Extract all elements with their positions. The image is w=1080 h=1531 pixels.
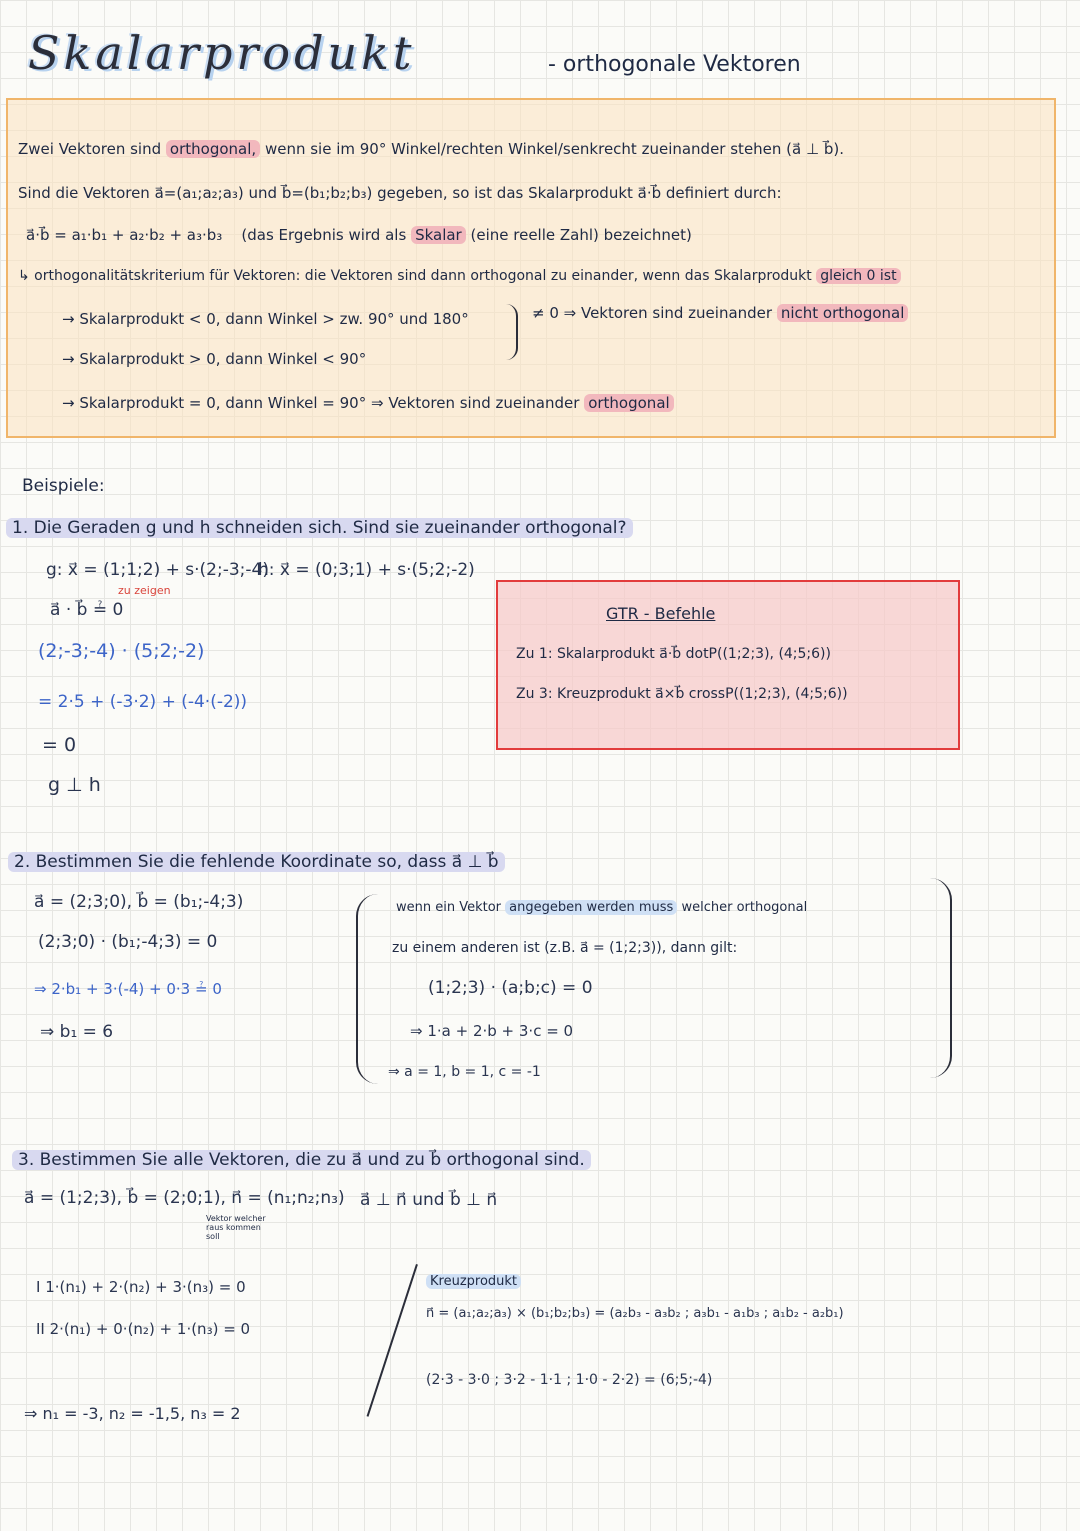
case-result-text: ≠ 0 ⇒ Vektoren sind zueinander [532, 304, 773, 322]
case-positive: → Skalarprodukt > 0, dann Winkel < 90° [62, 350, 367, 368]
example-2-step-2: ⇒ 2·b₁ + 3·(-4) + 0·3 ≟ 0 [34, 980, 222, 998]
orthogonal-highlight: orthogonal, [166, 140, 260, 158]
example-1-step-4: = 0 [42, 734, 77, 756]
cross-product-label: Kreuzprodukt [426, 1274, 521, 1289]
zu-zeigen-note: zu zeigen [118, 584, 171, 597]
definition-line-3 [26, 226, 692, 244]
example-1-step-3: = 2·5 + (-3·2) + (-4·(-2)) [38, 692, 248, 712]
gtr-dotp-command: Zu 1: Skalarprodukt a⃗·b⃗ dotP((1;2;3), (4;5;6)) [516, 646, 831, 662]
skalar-highlight: Skalar [411, 226, 466, 244]
side-note-highlight: angegeben werden muss [505, 900, 677, 915]
example-2-step-3: ⇒ b₁ = 6 [40, 1022, 114, 1042]
cross-product-formula: n⃗ = (a₁;a₂;a₃) × (b₁;b₂;b₃) = (a₂b₃ - a₃b₂ ; a₃b₁ - a₁b₃ ; a₁b₂ - a₂b₁) [426, 1306, 844, 1321]
examples-heading: Beispiele: [22, 476, 105, 496]
gtr-title: GTR - Befehle [606, 604, 716, 623]
example-2-vectors: a⃗ = (2;3;0), b⃗ = (b₁;-4;3) [34, 892, 244, 912]
side-note-line-1 [396, 900, 807, 915]
definition-text: Zwei Vektoren sind [18, 140, 162, 158]
orthogonal-result-highlight: orthogonal [584, 394, 673, 412]
line-g-equation: g: x⃗ = (1;1;2) + s·(2;-3;-4) [46, 560, 269, 580]
side-note-text-tail: welcher orthogonal [681, 900, 808, 915]
cases-brace [506, 304, 518, 360]
definition-line-2: Sind die Vektoren a⃗=(a₁;a₂;a₃) und b⃗=(b₁;b₂;b₃) gegeben, so ist das Skalarprodukt a⃗·b⃗ definiert durch: [18, 184, 782, 202]
case-zero [62, 394, 674, 412]
example-3-equation-1: I 1·(n₁) + 2·(n₂) + 3·(n₃) = 0 [36, 1278, 246, 1296]
example-3-equation-2: II 2·(n₁) + 0·(n₂) + 1·(n₃) = 0 [36, 1320, 251, 1338]
example-3-vectors: a⃗ = (1;2;3), b⃗ = (2;0;1), n⃗ = (n₁;n₂;n₃) [24, 1188, 345, 1208]
gtr-crossp-command: Zu 3: Kreuzprodukt a⃗×b⃗ crossP((1;2;3), (4;5;6)) [516, 686, 848, 702]
definition-line-1 [18, 140, 844, 158]
example-1-step-2: (2;-3;-4) · (5;2;-2) [38, 640, 205, 662]
n-vector-note: Vektor welcher raus kommen soll [206, 1214, 266, 1241]
example-1-question: 1. Die Geraden g und h schneiden sich. Sind sie zueinander orthogonal? [6, 518, 633, 538]
cross-product-calculation: (2·3 - 3·0 ; 3·2 - 1·1 ; 1·0 - 2·2) = (6;5;-4) [426, 1372, 713, 1388]
side-note-text: wenn ein Vektor [396, 900, 502, 915]
page-subtitle: - orthogonale Vektoren [548, 52, 801, 77]
criterion-text: ↳ orthogonalitätskriterium für Vektoren: die Vektoren sind dann orthogonal zu einander, wenn das Skalarprodukt [18, 268, 812, 284]
gtr-commands-box [496, 580, 960, 750]
side-note-line-2: zu einem anderen ist (z.B. a⃗ = (1;2;3)), dann gilt: [392, 940, 738, 956]
not-orthogonal-highlight: nicht orthogonal [777, 304, 909, 322]
example-3-question: 3. Bestimmen Sie alle Vektoren, die zu a⃗ und zu b⃗ orthogonal sind. [12, 1150, 591, 1170]
side-note-line-3: (1;2;3) · (a;b;c) = 0 [428, 978, 593, 998]
side-note-line-5: ⇒ a = 1, b = 1, c = -1 [388, 1064, 541, 1080]
zero-highlight: gleich 0 ist [816, 268, 900, 284]
example-1-step-5: g ⊥ h [48, 774, 101, 796]
example-3-condition: a⃗ ⊥ n⃗ und b⃗ ⊥ n⃗ [360, 1190, 498, 1210]
example-2-question: 2. Bestimmen Sie die fehlende Koordinate so, dass a⃗ ⊥ b⃗ [8, 852, 505, 872]
case-result [532, 304, 908, 322]
page-title: Skalarprodukt [28, 26, 416, 80]
definition-line-4 [18, 268, 901, 284]
example-2-step-1: (2;3;0) · (b₁;-4;3) = 0 [38, 932, 218, 952]
result-note-tail: (eine reelle Zahl) bezeichnet) [470, 226, 692, 244]
line-h-equation: h: x⃗ = (0;3;1) + s·(5;2;-2) [258, 560, 475, 580]
side-note-paren-left [356, 894, 378, 1084]
case-zero-text: → Skalarprodukt = 0, dann Winkel = 90° ⇒ Vektoren sind zueinander [62, 394, 580, 412]
side-note-line-4: ⇒ 1·a + 2·b + 3·c = 0 [410, 1022, 574, 1040]
definition-text-tail: wenn sie im 90° Winkel/rechten Winkel/senkrecht zueinander stehen (a⃗ ⊥ b⃗). [264, 140, 844, 158]
case-negative: → Skalarprodukt < 0, dann Winkel > zw. 90° und 180° [62, 310, 469, 328]
dot-product-formula: a⃗·b⃗ = a₁·b₁ + a₂·b₂ + a₃·b₃ [26, 226, 223, 244]
divider-slash [367, 1264, 419, 1417]
side-note-paren-right [930, 878, 952, 1078]
example-3-result: ⇒ n₁ = -3, n₂ = -1,5, n₃ = 2 [24, 1404, 241, 1423]
example-1-step-1: a⃗ · b⃗ ≟ 0 [50, 600, 124, 620]
result-note: (das Ergebnis wird als [241, 226, 407, 244]
